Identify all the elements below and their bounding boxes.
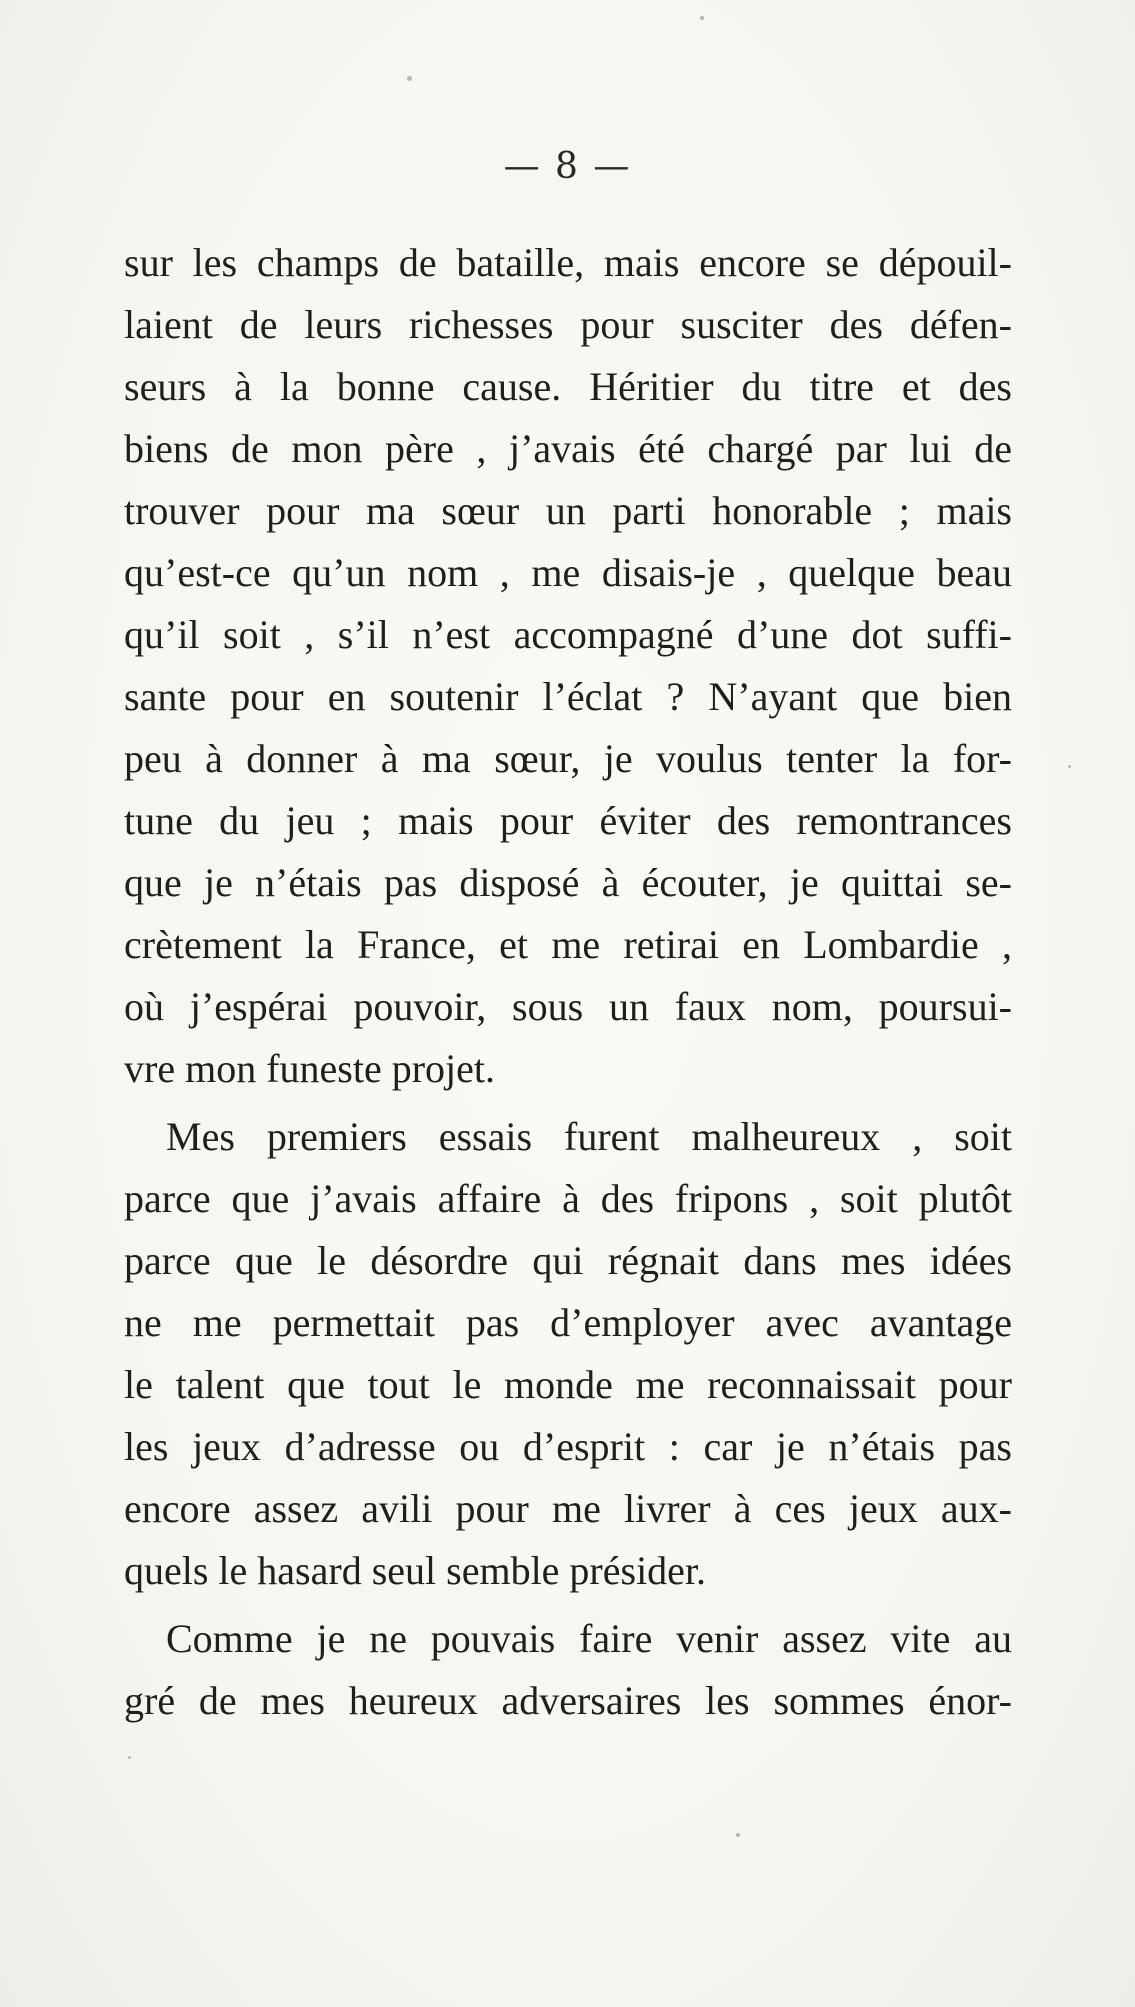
text-line: laient de leurs richesses pour susciter des défen- [124,302,1012,347]
text-line: où j’espérai pouvoir, sous un faux nom, poursui- [124,984,1012,1029]
text-line: trouver pour ma sœur un parti honorable ; mais [124,488,1012,533]
body-text [124,232,1012,1732]
text-line: sur les champs de bataille, mais encore se dépouil- [124,240,1012,285]
paper-speck [407,76,412,81]
text-line: ne me permettait pas d’employer avec avantage [124,1300,1012,1345]
text-line: parce que j’avais affaire à des fripons , soit plutôt [124,1176,1012,1221]
text-line: vre mon funeste projet. [124,1046,495,1091]
text-line: biens de mon père , j’avais été chargé par lui de [124,426,1012,471]
text-line: qu’il soit , s’il n’est accompagné d’une dot suffi- [124,612,1012,657]
text-line: les jeux d’adresse ou d’esprit : car je n’étais pas [124,1424,1012,1469]
text-line: qu’est-ce qu’un nom , me disais-je , quelque beau [124,550,1012,595]
paper-speck [700,16,704,20]
paper-speck [128,1756,131,1759]
text-line: peu à donner à ma sœur, je voulus tenter la for- [124,736,1012,781]
text-line: sante pour en soutenir l’éclat ? N’ayant que bien [124,674,1012,719]
page-number: — 8 — [503,146,632,187]
text-line: le talent que tout le monde me reconnaissait pour [124,1362,1012,1407]
text-line: tune du jeu ; mais pour éviter des remontrances [124,798,1012,843]
text-line: seurs à la bonne cause. Héritier du titre et des [124,364,1012,409]
text-line: parce que le désordre qui régnait dans mes idées [124,1238,1012,1283]
paper-speck [1068,765,1071,768]
text-line: crètement la France, et me retirai en Lombardie , [124,922,1012,967]
text-line: encore assez avili pour me livrer à ces jeux aux- [124,1486,1012,1531]
text-line: gré de mes heureux adversaires les sommes énor- [124,1678,1012,1723]
text-line: que je n’étais pas disposé à écouter, je quittai se- [124,860,1012,905]
text-line: quels le hasard seul semble présider. [124,1548,707,1593]
text-line: Comme je ne pouvais faire venir assez vite au [166,1616,1012,1661]
text-line: Mes premiers essais furent malheureux , soit [166,1114,1012,1159]
paper-speck [736,1833,740,1837]
